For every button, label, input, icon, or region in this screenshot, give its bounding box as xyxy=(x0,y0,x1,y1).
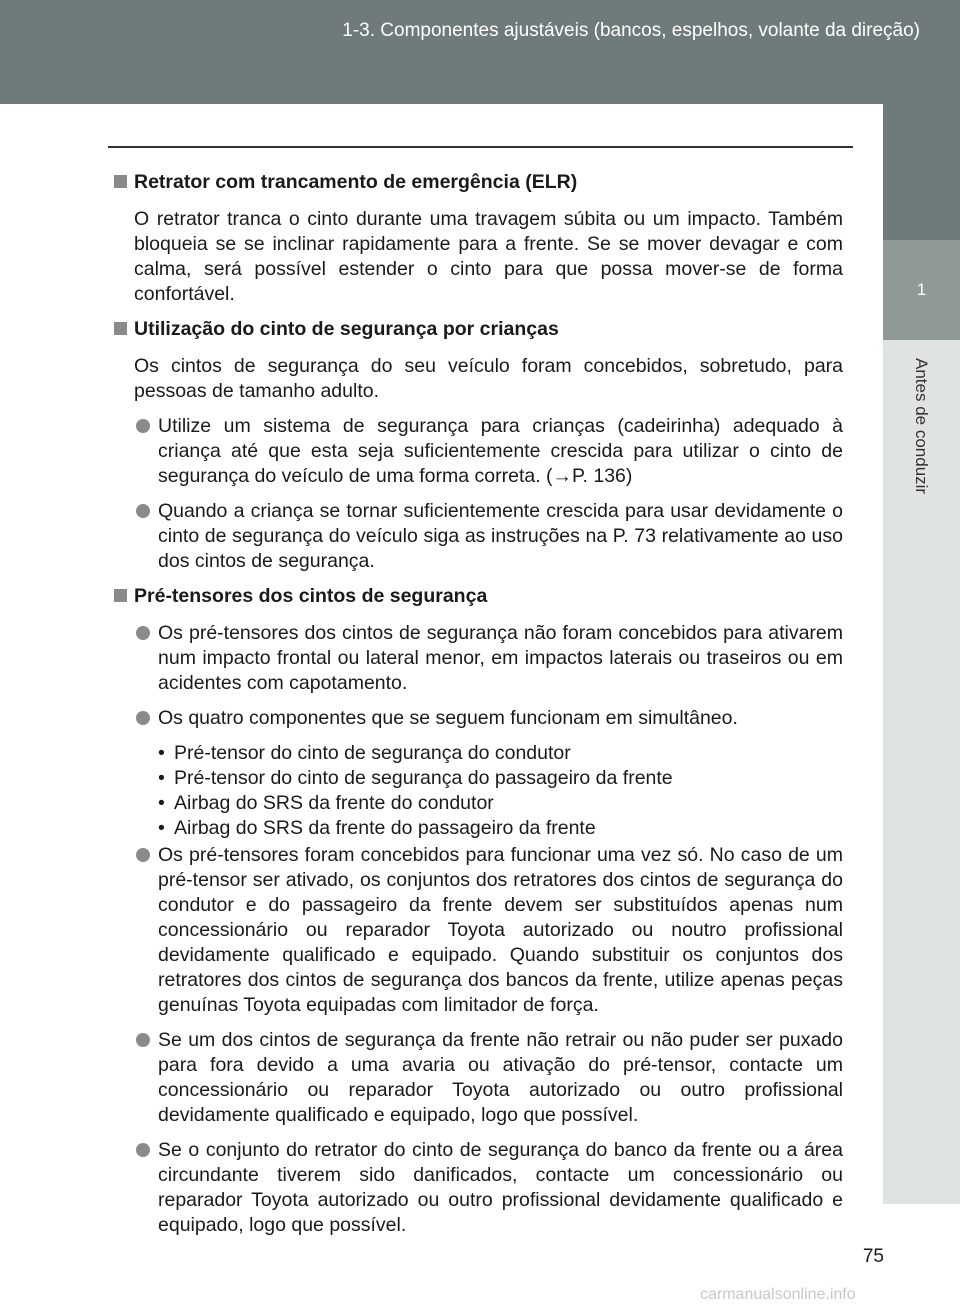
list-item: Utilize um sistema de segurança para crianças (cadeirinha) adequado à criança até que esta seja suficientemente crescida para utilizar o cinto de segurança do veículo de uma forma correta. (→P. 136) xyxy=(110,414,843,489)
circle-bullet-icon xyxy=(136,711,150,725)
list-item: Os pré-tensores dos cintos de segurança não foram concebidos para ativarem num impacto frontal ou lateral menor, em impactos laterais ou traseiros ou em acidentes com capotamento. xyxy=(110,621,843,696)
dot-icon: • xyxy=(158,767,165,789)
list-item: Se o conjunto do retrator do cinto de segurança do banco da frente ou a área circundante tiverem sido danificados, contacte um concessionário ou reparador Toyota autorizado ou outro profissional devidamente qualificado e equipado, logo que possível. xyxy=(110,1138,843,1238)
dot-icon: • xyxy=(158,742,165,764)
circle-bullet-icon xyxy=(136,504,150,518)
circle-bullet-icon xyxy=(136,848,150,862)
circle-bullet-icon xyxy=(136,419,150,433)
dot-icon: • xyxy=(158,817,165,839)
square-bullet-icon xyxy=(114,589,127,602)
section-heading: Pré-tensores dos cintos de segurança xyxy=(110,584,843,609)
section-heading: Retrator com trancamento de emergência (ELR) xyxy=(110,170,843,195)
circle-bullet-icon xyxy=(136,1143,150,1157)
circle-bullet-icon xyxy=(136,626,150,640)
square-bullet-icon xyxy=(114,322,127,335)
watermark: carmanualsonline.info xyxy=(700,1286,856,1303)
side-tab-number: 1 xyxy=(883,240,960,340)
list-item: Se um dos cintos de segurança da frente não retrair ou não puder ser puxado para fora devido a uma avaria ou ativação do pré-tensor, contacte um concessionário ou reparador Toyota autorizado ou outro profissional devidamente qualificado e equipado, logo que possível. xyxy=(110,1028,843,1128)
sub-list-item: • Airbag do SRS da frente do condutor xyxy=(158,792,494,814)
component-sublist xyxy=(110,741,843,841)
sub-list-item: • Pré-tensor do cinto de segurança do passageiro da frente xyxy=(158,767,673,789)
dot-icon: • xyxy=(158,792,165,814)
section-paragraph: O retrator tranca o cinto durante uma travagem súbita ou um impacto. Também bloqueia se se inclinar rapidamente para a frente. Se se mover devagar e com calma, será possível estender o cinto para que possa mover-se de forma confortável. xyxy=(134,208,843,305)
header-rule xyxy=(108,146,853,148)
list-item: Os pré-tensores foram concebidos para funcionar uma vez só. No caso de um pré-tensor ser ativado, os conjuntos dos retratores dos cintos de segurança do condutor e do passageiro da frente devem ser substituídos apenas num concessionário ou reparador Toyota autorizado ou noutro profissional devidamente qualificado e equipado. Quando substituir os conjuntos dos retratores dos cintos de segurança dos bancos da frente, utilize apenas peças genuínas Toyota equipadas com limitador de força. xyxy=(110,843,843,1018)
page-content xyxy=(110,170,843,1248)
circle-bullet-icon xyxy=(136,1033,150,1047)
list-item: Quando a criança se tornar suficientemente crescida para usar devidamente o cinto de segurança do veículo siga as instruções na P. 73 relativamente ao uso dos cintos de segurança. xyxy=(110,499,843,574)
page-header xyxy=(0,0,960,104)
section-heading: Utilização do cinto de segurança por crianças xyxy=(110,317,843,342)
page-number: 75 xyxy=(862,1246,884,1267)
square-bullet-icon xyxy=(114,175,127,188)
sub-list-item: • Airbag do SRS da frente do passageiro da frente xyxy=(158,817,596,839)
side-tab-label: Antes de conduzir xyxy=(912,358,931,495)
header-title: 1-3. Componentes ajustáveis (bancos, espelhos, volante da direção) xyxy=(342,20,920,41)
list-item: Os quatro componentes que se seguem funcionam em simultâneo. xyxy=(110,706,843,731)
side-tab-top xyxy=(883,104,960,240)
section-paragraph: Os cintos de segurança do seu veículo foram concebidos, sobretudo, para pessoas de tamanho adulto. xyxy=(134,355,843,402)
sub-list-item: • Pré-tensor do cinto de segurança do condutor xyxy=(158,742,571,764)
